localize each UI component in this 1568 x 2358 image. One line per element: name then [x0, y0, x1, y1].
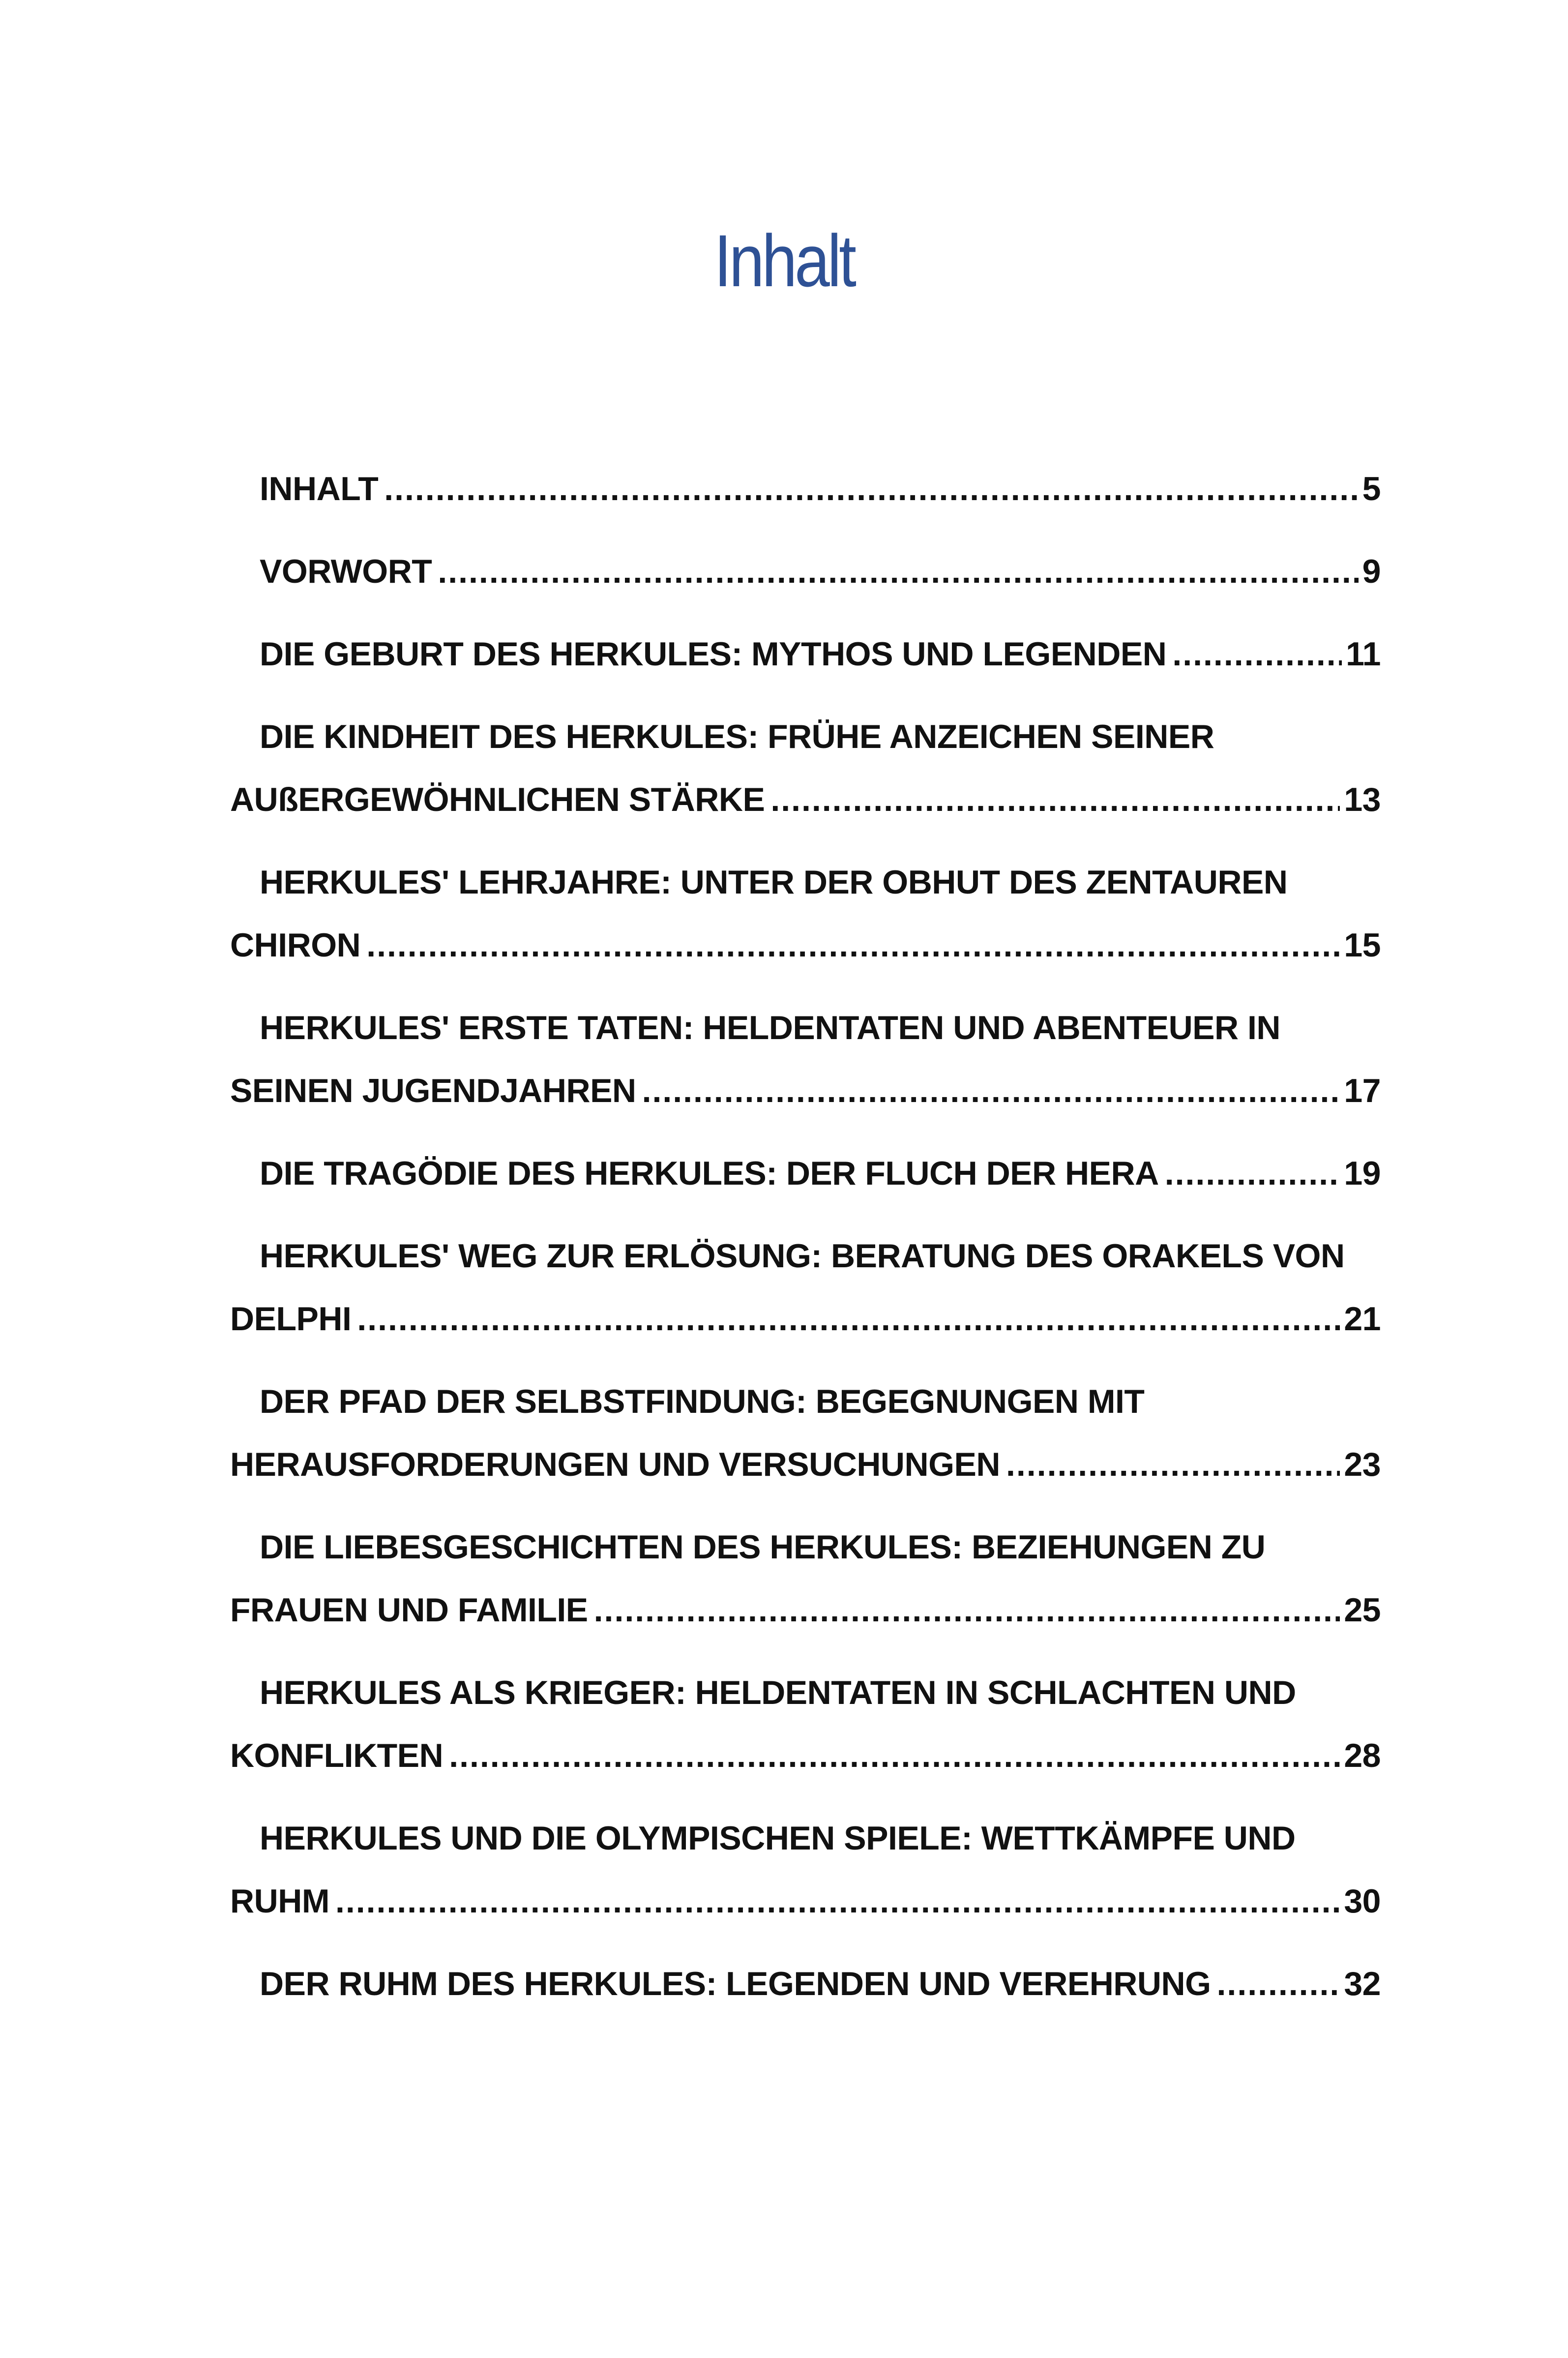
toc-entry-title: HERKULES' LEHRJAHRE: UNTER DER OBHUT DES ZENTAUREN: [260, 864, 1288, 901]
toc-entry-title: HERKULES' WEG ZUR ERLÖSUNG: BERATUNG DES ORAKELS VON: [260, 1237, 1345, 1275]
dot-leader: [1165, 1142, 1340, 1205]
toc-page-number: 28: [1344, 1737, 1381, 1774]
dot-leader: [594, 1579, 1340, 1642]
toc-entry-title-continued: RUHM: [230, 1882, 329, 1920]
toc-entry-title-continued: SEINEN JUGENDJAHREN: [230, 1072, 636, 1109]
table-of-contents: [230, 457, 1381, 2035]
toc-entry-geburt[interactable]: [230, 623, 1381, 686]
toc-entry-tragoedie[interactable]: [230, 1142, 1381, 1205]
toc-page-number: 30: [1344, 1882, 1381, 1920]
toc-entry-title: HERKULES UND DIE OLYMPISCHEN SPIELE: WETTKÄMPFE UND: [260, 1820, 1296, 1857]
toc-entry-krieger[interactable]: [230, 1661, 1381, 1787]
page-title: Inhalt: [714, 219, 854, 302]
toc-entry-vorwort[interactable]: [230, 540, 1381, 603]
toc-entry-title: DER PFAD DER SELBSTFINDUNG: BEGEGNUNGEN MIT: [260, 1383, 1145, 1420]
dot-leader: [1006, 1433, 1340, 1496]
dot-leader: [1172, 623, 1342, 686]
toc-page-number: 21: [1344, 1300, 1381, 1338]
dot-leader: [384, 457, 1358, 520]
toc-entry-title-continued: KONFLIKTEN: [230, 1737, 444, 1774]
dot-leader: [770, 768, 1340, 831]
toc-entry-lehrjahre[interactable]: [230, 851, 1381, 977]
toc-entry-erste-taten[interactable]: [230, 996, 1381, 1122]
toc-entry-erloesung[interactable]: [230, 1224, 1381, 1350]
dot-leader: [449, 1724, 1340, 1787]
toc-page-number: 23: [1344, 1446, 1381, 1483]
toc-entry-title: DIE KINDHEIT DES HERKULES: FRÜHE ANZEICHEN SEINER: [260, 718, 1214, 755]
dot-leader: [1217, 1952, 1340, 2015]
toc-page-number: 11: [1346, 635, 1381, 673]
toc-entry-title-continued: CHIRON: [230, 926, 361, 964]
toc-page-number: 15: [1344, 926, 1381, 964]
toc-page-number: 9: [1362, 553, 1381, 590]
toc-entry-title: DIE LIEBESGESCHICHTEN DES HERKULES: BEZIEHUNGEN ZU: [260, 1528, 1266, 1566]
toc-entry-title-continued: AUßERGEWÖHNLICHEN STÄRKE: [230, 781, 765, 818]
toc-entry-title-continued: FRAUEN UND FAMILIE: [230, 1591, 588, 1629]
toc-page-number: 13: [1344, 781, 1381, 818]
toc-page-number: 25: [1344, 1591, 1381, 1629]
toc-entry-title: INHALT: [260, 470, 379, 507]
toc-entry-ruhm[interactable]: [230, 1952, 1381, 2015]
toc-entry-title: DIE GEBURT DES HERKULES: MYTHOS UND LEGENDEN: [260, 635, 1167, 673]
dot-leader: [438, 540, 1358, 603]
dot-leader: [357, 1287, 1340, 1350]
toc-entry-title: DER RUHM DES HERKULES: LEGENDEN UND VEREHRUNG: [260, 1965, 1211, 2002]
toc-entry-title: HERKULES ALS KRIEGER: HELDENTATEN IN SCHLACHTEN UND: [260, 1674, 1296, 1711]
dot-leader: [642, 1059, 1340, 1122]
toc-entry-title-continued: DELPHI: [230, 1300, 352, 1338]
toc-entry-olympische-spiele[interactable]: [230, 1807, 1381, 1933]
toc-page-number: 19: [1344, 1155, 1381, 1192]
toc-entry-inhalt[interactable]: [230, 457, 1381, 520]
toc-page-number: 17: [1344, 1072, 1381, 1109]
toc-entry-selbstfindung[interactable]: [230, 1370, 1381, 1496]
toc-entry-kindheit[interactable]: [230, 705, 1381, 831]
toc-entry-liebesgeschichten[interactable]: [230, 1516, 1381, 1642]
toc-entry-title: DIE TRAGÖDIE DES HERKULES: DER FLUCH DER HERA: [260, 1155, 1159, 1192]
toc-page-number: 32: [1344, 1965, 1381, 2002]
toc-entry-title-continued: HERAUSFORDERUNGEN UND VERSUCHUNGEN: [230, 1446, 1000, 1483]
toc-page-number: 5: [1362, 470, 1381, 507]
toc-entry-title: VORWORT: [260, 553, 432, 590]
toc-entry-title: HERKULES' ERSTE TATEN: HELDENTATEN UND ABENTEUER IN: [260, 1009, 1281, 1046]
dot-leader: [366, 914, 1340, 977]
dot-leader: [335, 1870, 1340, 1933]
